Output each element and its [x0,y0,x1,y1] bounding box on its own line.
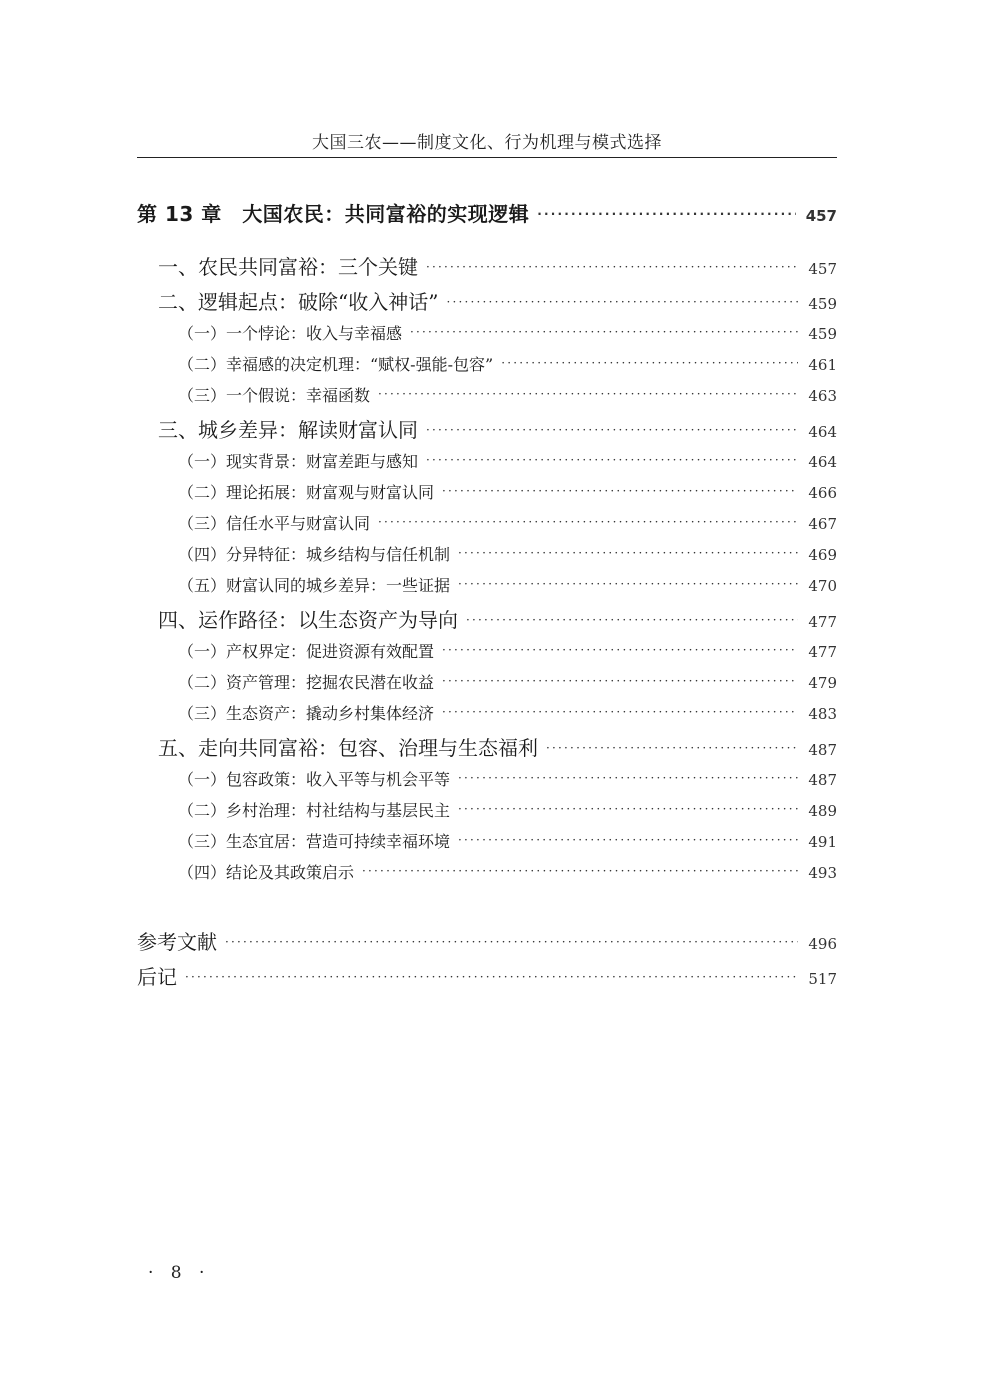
dot-leader [537,207,795,221]
toc-subsection[interactable] [178,352,837,375]
dot-leader [458,577,798,591]
toc-page-number: 479 [808,674,837,692]
toc-page-number: 467 [808,515,837,533]
toc-subsection[interactable] [178,639,837,662]
toc-page-number: 457 [808,260,837,278]
dot-leader [458,833,798,847]
toc-subsection[interactable] [178,670,837,693]
dot-leader [442,643,798,657]
toc-subsection[interactable] [178,701,837,724]
toc-label: （三）生态宜居：营造可持续幸福环境 [178,832,451,851]
toc-page-number: 487 [808,741,837,759]
toc-subsection[interactable] [178,383,837,406]
dot-leader [378,515,798,529]
toc-page-number: 487 [808,771,837,789]
toc-section[interactable] [158,286,837,315]
toc-label: 三、城乡差异：解读财富认同 [158,418,418,442]
toc-label: （二）资产管理：挖掘农民潜在收益 [178,673,435,692]
toc-page-number: 464 [808,453,837,471]
toc-label: 后记 [137,965,177,989]
toc-section[interactable] [158,732,837,761]
toc-page-number: 464 [808,423,837,441]
toc-label: 参考文献 [137,930,217,954]
toc-page-number: 461 [808,356,837,374]
toc-label: （四）结论及其政策启示 [178,863,355,882]
toc-page-number: 496 [808,935,837,953]
toc-page-number: 491 [808,833,837,851]
dot-leader [426,453,798,467]
toc-subsection[interactable] [178,542,837,565]
toc-label: 五、走向共同富裕：包容、治理与生态福利 [158,736,538,760]
toc-page-number: 483 [808,705,837,723]
dot-leader [442,705,798,719]
toc-subsection[interactable] [178,449,837,472]
toc-label: 一、农民共同富裕：三个关键 [158,255,418,279]
toc-label: （三）一个假说：幸福函数 [178,386,371,405]
page-number-footer: · 8 · [148,1263,211,1283]
dot-leader [442,484,798,498]
dot-leader [458,546,798,560]
dot-leader [410,325,798,339]
toc-page-number: 459 [808,325,837,343]
toc-label: （二）乡村治理：村社结构与基层民主 [178,801,451,820]
toc-page-number: 457 [805,207,837,225]
toc-subsection[interactable] [178,767,837,790]
toc-page-number: 517 [808,970,837,988]
dot-leader [501,356,798,370]
toc-page-number: 493 [808,864,837,882]
toc-page-number: 477 [808,613,837,631]
toc-label: 四、运作路径：以生态资产为导向 [158,608,458,632]
toc-subsection[interactable] [178,321,837,344]
toc-page-number: 470 [808,577,837,595]
dot-leader [185,970,798,984]
toc-subsection[interactable] [178,860,837,883]
toc-label: （一）一个悖论：收入与幸福感 [178,324,403,343]
toc-label: 第 13 章 大国农民：共同富裕的实现逻辑 [137,202,530,226]
dot-leader [426,423,798,437]
dot-leader [362,864,798,878]
header-rule [137,157,837,158]
toc-subsection[interactable] [178,798,837,821]
dot-leader [458,771,798,785]
toc-label: （三）信任水平与财富认同 [178,514,371,533]
toc-label: （一）产权界定：促进资源有效配置 [178,642,435,661]
toc-subsection[interactable] [178,829,837,852]
dot-leader [446,295,798,309]
dot-leader [458,802,798,816]
dot-leader [225,935,798,949]
toc-label: （五）财富认同的城乡差异：一些证据 [178,576,451,595]
toc-label: （一）包容政策：收入平等与机会平等 [178,770,451,789]
toc-section[interactable] [158,604,837,633]
toc-label: （一）现实背景：财富差距与感知 [178,452,419,471]
toc-label: （四）分异特征：城乡结构与信任机制 [178,545,451,564]
toc-afterword[interactable] [137,961,837,990]
toc-subsection[interactable] [178,573,837,596]
dot-leader [442,674,798,688]
toc-label: （二）幸福感的决定机理：“赋权-强能-包容” [178,355,494,374]
toc-label: （三）生态资产：撬动乡村集体经济 [178,704,435,723]
toc-page-number: 469 [808,546,837,564]
toc-section[interactable] [158,414,837,443]
toc-subsection[interactable] [178,511,837,534]
dot-leader [378,387,798,401]
toc-page-number: 489 [808,802,837,820]
toc-page-number: 459 [808,295,837,313]
toc-label: 二、逻辑起点：破除“收入神话” [158,290,439,314]
running-header-title: 大国三农——制度文化、行为机理与模式选择 [312,133,662,153]
toc-page-number: 477 [808,643,837,661]
toc-page-number: 466 [808,484,837,502]
toc-references[interactable] [137,926,837,955]
toc-label: （二）理论拓展：财富观与财富认同 [178,483,435,502]
dot-leader [426,260,798,274]
dot-leader [546,741,798,755]
toc-page-number: 463 [808,387,837,405]
toc-section[interactable] [158,251,837,280]
dot-leader [466,613,798,627]
toc-chapter-13[interactable] [137,198,837,227]
toc-subsection[interactable] [178,480,837,503]
